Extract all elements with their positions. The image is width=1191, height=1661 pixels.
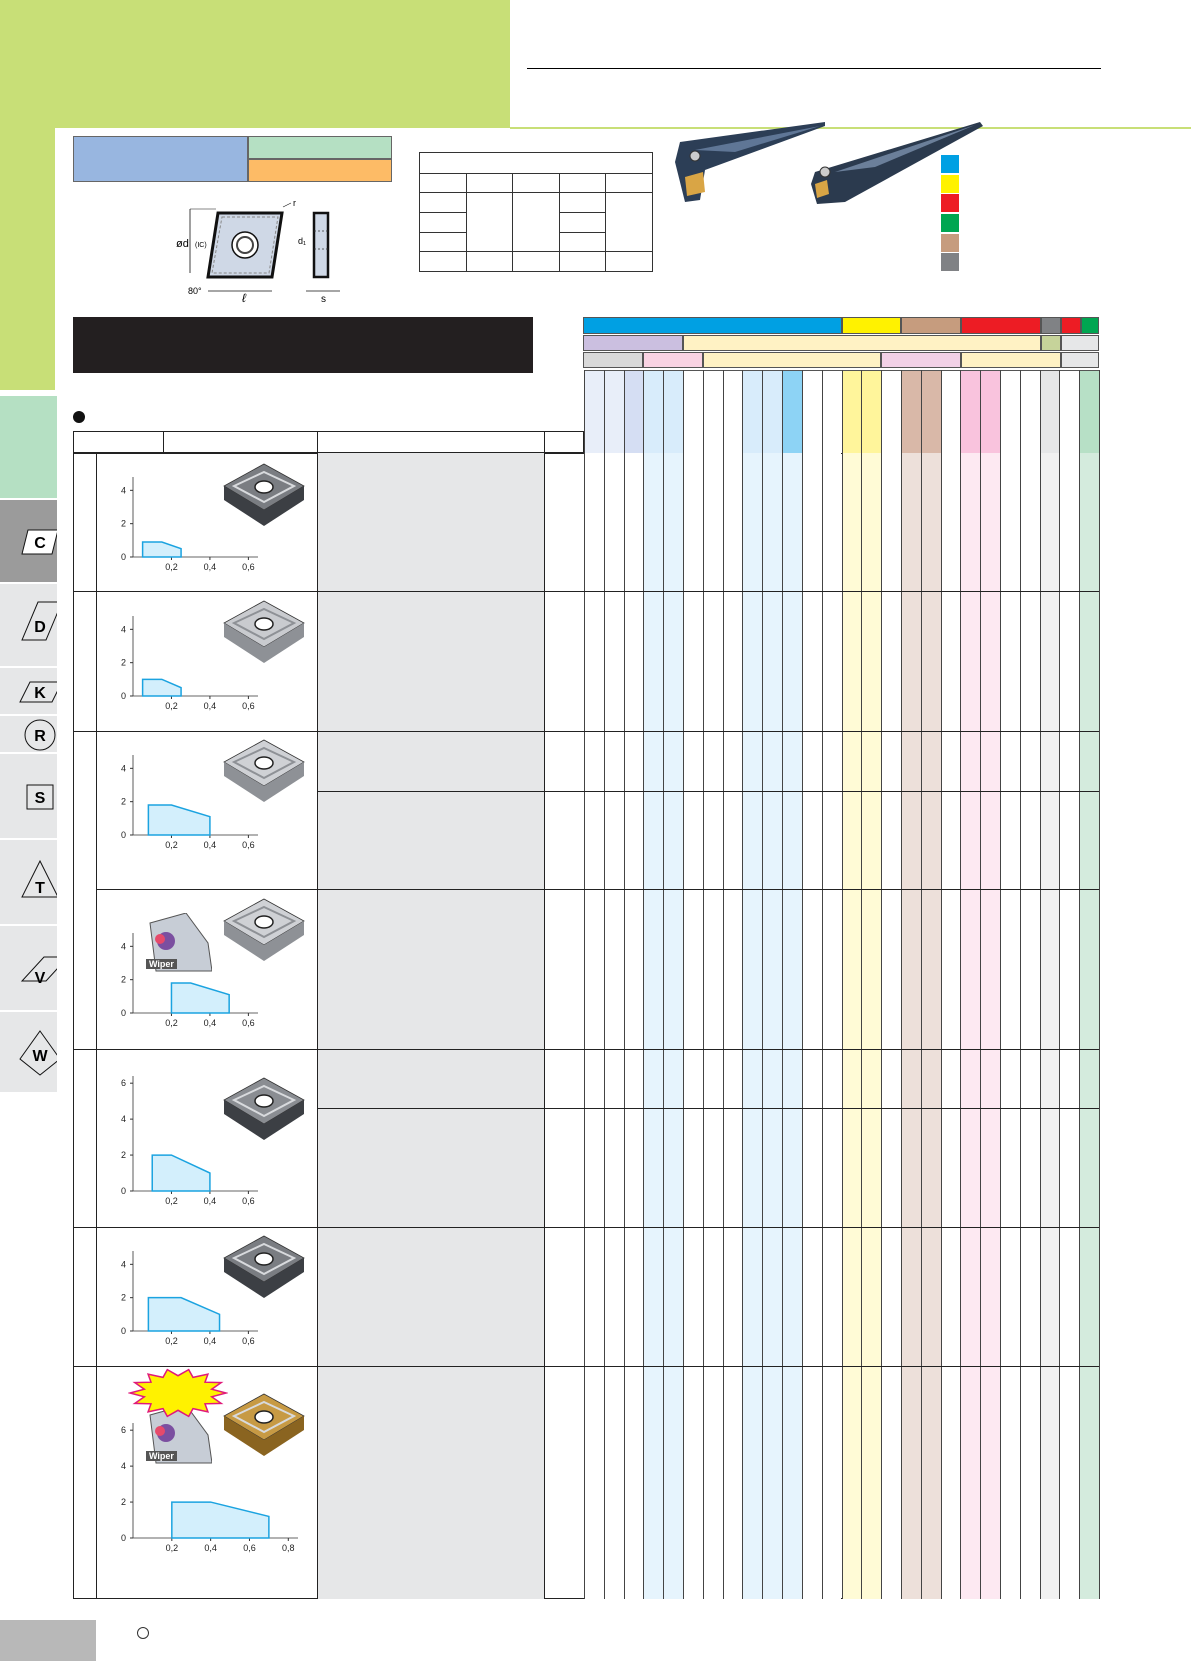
boring-bar-1 [675, 122, 825, 202]
insert-dimension-diagram [170, 195, 350, 310]
triangle-icon [0, 840, 57, 926]
grade-column-divider [1020, 370, 1021, 1599]
boring-bars-image [675, 122, 985, 222]
spec-cell [606, 193, 653, 252]
hole-label: d₁ [298, 236, 307, 246]
grade-header-cell [723, 370, 743, 453]
material-header-cell [901, 317, 961, 334]
shape-tab-label: V [34, 970, 46, 987]
grade-header-cell [901, 370, 921, 453]
column-divider [544, 453, 545, 1599]
row-divider [73, 1049, 1099, 1050]
grade-column [881, 453, 901, 1599]
grade-column [960, 453, 980, 1599]
page-number-tab [0, 1620, 96, 1661]
grade-column [822, 453, 842, 1599]
column-divider [96, 453, 97, 1599]
x-tick-label: 0,8 [282, 1543, 295, 1553]
x-tick-label: 0,4 [203, 701, 217, 711]
grade-column [782, 453, 802, 1599]
y-tick-label: 0 [120, 1533, 126, 1543]
header-green-block [0, 0, 510, 128]
column-header-row [73, 431, 584, 453]
shape-tab-r[interactable] [0, 716, 57, 754]
legend-swatch [941, 194, 959, 212]
thickness-label: s [321, 294, 326, 305]
spec-table-header [420, 153, 653, 174]
shape-tab-label: S [34, 790, 46, 807]
x-tick-label: 0,6 [242, 1018, 255, 1028]
wiper-label: Wiper [146, 1451, 177, 1461]
grade-header-cell [842, 370, 862, 453]
grade-column-divider [941, 370, 942, 1599]
shape-tab-d[interactable] [0, 584, 57, 668]
grade-header-cell [960, 370, 980, 453]
square-icon [0, 754, 57, 840]
application-area [172, 1502, 269, 1538]
shape-tab-v[interactable] [0, 926, 57, 1012]
y-tick-label: 6 [120, 1078, 126, 1089]
column-divider [317, 431, 318, 453]
x-tick-label: 0,6 [242, 701, 255, 711]
grade-column-divider [742, 370, 743, 1599]
grade-column-divider [881, 370, 882, 1599]
legend-swatch [941, 155, 959, 173]
y-tick-label: 2 [120, 796, 126, 807]
grade-header-cell [782, 370, 802, 453]
shape-tab-s[interactable] [0, 754, 57, 840]
row-divider [73, 1227, 1099, 1228]
legend-swatch [941, 253, 959, 271]
shape-tab-c[interactable] [0, 500, 57, 584]
grade-column [742, 453, 762, 1599]
spec-cell [559, 173, 606, 193]
x-tick-label: 0,2 [165, 1336, 178, 1346]
spec-cell [420, 173, 467, 193]
grade-column-divider [584, 370, 585, 1599]
grade-column-divider [980, 370, 981, 1599]
material-header-cell [643, 352, 703, 368]
application-area [148, 805, 210, 835]
grade-column [604, 453, 624, 1599]
x-tick-label: 0,4 [203, 1018, 217, 1028]
grade-column-divider [624, 370, 625, 1599]
y-tick-label: 2 [120, 657, 126, 668]
y-tick-label: 4 [120, 485, 126, 496]
grade-column [1020, 453, 1040, 1599]
spec-cell [420, 213, 467, 233]
category-box-mint [248, 136, 392, 159]
grade-column [1040, 453, 1060, 1599]
shape-tab-w[interactable] [0, 1012, 57, 1094]
grade-column [1059, 453, 1079, 1599]
insert-image [222, 895, 306, 967]
material-header-cell [1081, 317, 1099, 334]
spec-cell [559, 252, 606, 272]
material-header-cell [842, 317, 901, 334]
grade-header-cell [683, 370, 703, 453]
grade-header-cell [643, 370, 663, 453]
spec-cell [513, 252, 560, 272]
row-divider [73, 731, 1099, 732]
x-tick-label: 0,6 [242, 1196, 255, 1206]
grade-header-cell [762, 370, 782, 453]
insert-top-view [208, 213, 282, 277]
section-title-bar [73, 317, 533, 373]
grade-column-divider [822, 370, 823, 1599]
spec-cell [559, 213, 606, 233]
shape-tab-label: D [34, 619, 46, 636]
insert-code-box [73, 136, 248, 182]
x-tick-label: 0,4 [203, 562, 217, 572]
corner-radius-label: r [293, 198, 296, 208]
legend-swatch [941, 175, 959, 193]
grade-column-divider [663, 370, 664, 1599]
grade-column [1079, 453, 1099, 1599]
grade-column-divider [1000, 370, 1001, 1599]
grade-column-divider [683, 370, 684, 1599]
grade-column-divider [723, 370, 724, 1599]
y-tick-label: 2 [120, 974, 126, 985]
sidebar-green-block [0, 128, 55, 390]
legend-swatch [941, 214, 959, 232]
length-label: ℓ [242, 291, 246, 305]
spec-cell [513, 193, 560, 252]
grade-column [861, 453, 881, 1599]
x-tick-label: 0,6 [242, 840, 255, 850]
y-tick-label: 2 [120, 1497, 126, 1508]
y-tick-label: 4 [120, 1461, 126, 1472]
grade-column [980, 453, 1000, 1599]
grade-header-cell [604, 370, 624, 453]
insert-image [222, 736, 306, 808]
shape-tab-t[interactable] [0, 840, 57, 926]
grade-column-divider [802, 370, 803, 1599]
application-area [148, 1298, 219, 1331]
insert-image [222, 460, 306, 532]
material-header-cell [583, 335, 683, 351]
grade-column [802, 453, 822, 1599]
material-header-cell [683, 335, 1041, 351]
x-tick-label: 0,2 [165, 1543, 179, 1553]
grade-header-cell [1020, 370, 1040, 453]
y-tick-label: 4 [120, 1259, 126, 1270]
x-tick-label: 0,6 [243, 1543, 256, 1553]
circle-icon [0, 716, 57, 754]
grade-header-cell [663, 370, 683, 453]
spec-cell [466, 173, 513, 193]
y-tick-label: 4 [120, 624, 126, 635]
angle-label: 80° [188, 286, 202, 296]
row-divider [317, 791, 1099, 792]
grade-header-cell [861, 370, 881, 453]
shape-tab-label: K [34, 685, 46, 702]
x-tick-label: 0,6 [242, 562, 255, 572]
grade-header-cell [624, 370, 644, 453]
title-rule [527, 68, 1101, 69]
material-header-cell [583, 352, 643, 368]
material-header-cell [961, 352, 1061, 368]
spec-cell [420, 193, 467, 213]
section-bullet [73, 411, 85, 423]
x-tick-label: 0,4 [203, 1336, 217, 1346]
legend-swatch [941, 234, 959, 252]
spec-cell [420, 252, 467, 272]
grade-column-divider [921, 370, 922, 1599]
wiper-label: Wiper [146, 959, 177, 969]
insert-image [222, 597, 306, 669]
material-header-cell [1041, 335, 1061, 351]
shape-tab-label: C [34, 535, 46, 552]
material-header-cell [703, 352, 881, 368]
y-tick-label: 4 [120, 763, 126, 774]
material-header-cell [1061, 352, 1099, 368]
y-tick-label: 6 [120, 1425, 126, 1436]
material-header-cell [1061, 335, 1099, 351]
grade-header-cell [802, 370, 822, 453]
grade-column [842, 453, 862, 1599]
grade-header-cell [921, 370, 941, 453]
diameter-label: ød [176, 238, 189, 250]
application-area [152, 1155, 210, 1191]
grade-column [584, 453, 604, 1599]
y-tick-label: 0 [120, 691, 126, 701]
grade-header-cell [941, 370, 961, 453]
x-tick-label: 0,6 [242, 1336, 255, 1346]
grade-column-divider [643, 370, 644, 1599]
x-tick-label: 0,2 [165, 1018, 178, 1028]
grade-header-cell [1059, 370, 1079, 453]
y-tick-label: 0 [120, 1326, 126, 1336]
grade-column-divider [1099, 370, 1100, 1599]
grade-column-divider [842, 370, 843, 1599]
shape-tab-label: W [32, 1048, 48, 1065]
material-header-cell [1041, 317, 1061, 334]
spec-cell [513, 173, 560, 193]
x-tick-label: 0,4 [204, 1543, 217, 1553]
grade-column [624, 453, 644, 1599]
grade-column-divider [703, 370, 704, 1599]
insert-image [222, 1390, 306, 1462]
application-area [143, 542, 181, 557]
diamond-flat-icon [0, 926, 57, 1012]
insert-image [222, 1232, 306, 1304]
description-column [317, 453, 544, 1599]
y-tick-label: 2 [120, 518, 126, 529]
shape-tab-label: R [34, 728, 46, 745]
grade-column-divider [1079, 370, 1080, 1599]
y-tick-label: 0 [120, 552, 126, 562]
x-tick-label: 0,4 [203, 840, 217, 850]
grade-column [941, 453, 961, 1599]
grade-header-cell [703, 370, 723, 453]
grade-column-divider [960, 370, 961, 1599]
spec-cell [420, 232, 467, 252]
spec-cell [559, 193, 606, 213]
trigon-icon [0, 1012, 57, 1094]
grade-column-divider [762, 370, 763, 1599]
grade-header-cell [584, 370, 604, 453]
x-tick-label: 0,2 [165, 701, 178, 711]
y-tick-label: 0 [120, 1186, 126, 1196]
grade-column-divider [604, 370, 605, 1599]
parallelogram-icon [0, 500, 57, 584]
grade-column [762, 453, 782, 1599]
material-header-cell [881, 352, 961, 368]
material-header-cell [961, 317, 1041, 334]
grade-column [683, 453, 703, 1599]
spec-cell [466, 193, 513, 252]
grade-column-divider [1040, 370, 1041, 1599]
application-area [143, 679, 181, 696]
material-header-cell [1061, 317, 1081, 334]
grade-column-divider [901, 370, 902, 1599]
application-area [171, 983, 229, 1013]
grade-header-cell [980, 370, 1000, 453]
x-tick-label: 0,2 [165, 1196, 178, 1206]
grade-header-cell [881, 370, 901, 453]
grade-column-divider [782, 370, 783, 1599]
column-divider [163, 431, 164, 453]
grade-header-cell [1000, 370, 1020, 453]
insert-image [222, 1074, 306, 1146]
grade-column-divider [861, 370, 862, 1599]
spec-table [419, 152, 653, 272]
row-divider [73, 1366, 1099, 1367]
spec-cell [606, 173, 653, 193]
grade-column [921, 453, 941, 1599]
grade-header-cell [1079, 370, 1099, 453]
row-divider [96, 889, 1099, 890]
footer-circle [137, 1627, 149, 1639]
y-tick-label: 4 [120, 1114, 126, 1125]
spec-cell [466, 252, 513, 272]
y-tick-label: 4 [120, 941, 126, 952]
diameter-sub-label: (IC) [195, 242, 207, 249]
grade-header-cell [742, 370, 762, 453]
x-tick-label: 0,4 [203, 1196, 217, 1206]
grade-column [901, 453, 921, 1599]
grade-column [723, 453, 743, 1599]
shape-tab-k[interactable] [0, 668, 57, 716]
grade-column [643, 453, 663, 1599]
grade-header-cell [822, 370, 842, 453]
shape-tab-blank[interactable] [0, 396, 57, 500]
grade-column-divider [1059, 370, 1060, 1599]
y-tick-label: 0 [120, 830, 126, 840]
diamond-icon [0, 584, 57, 668]
rhombus-icon [0, 668, 57, 716]
spec-cell [559, 232, 606, 252]
insert-side-view [314, 213, 328, 277]
material-header-cell [583, 317, 842, 334]
grade-header-cell [1040, 370, 1060, 453]
y-tick-label: 2 [120, 1150, 126, 1161]
grade-column [703, 453, 723, 1599]
new-product-burst [128, 1368, 228, 1418]
y-tick-label: 2 [120, 1292, 126, 1303]
shape-tab-label: T [35, 880, 45, 897]
column-divider [544, 431, 545, 453]
category-box-orange [248, 159, 392, 182]
x-tick-label: 0,2 [165, 840, 178, 850]
spec-cell [606, 252, 653, 272]
row-divider [73, 591, 1099, 592]
row-divider [317, 1108, 1099, 1109]
x-tick-label: 0,2 [165, 562, 178, 572]
y-tick-label: 0 [120, 1008, 126, 1018]
grade-column [663, 453, 683, 1599]
grade-column [1000, 453, 1020, 1599]
